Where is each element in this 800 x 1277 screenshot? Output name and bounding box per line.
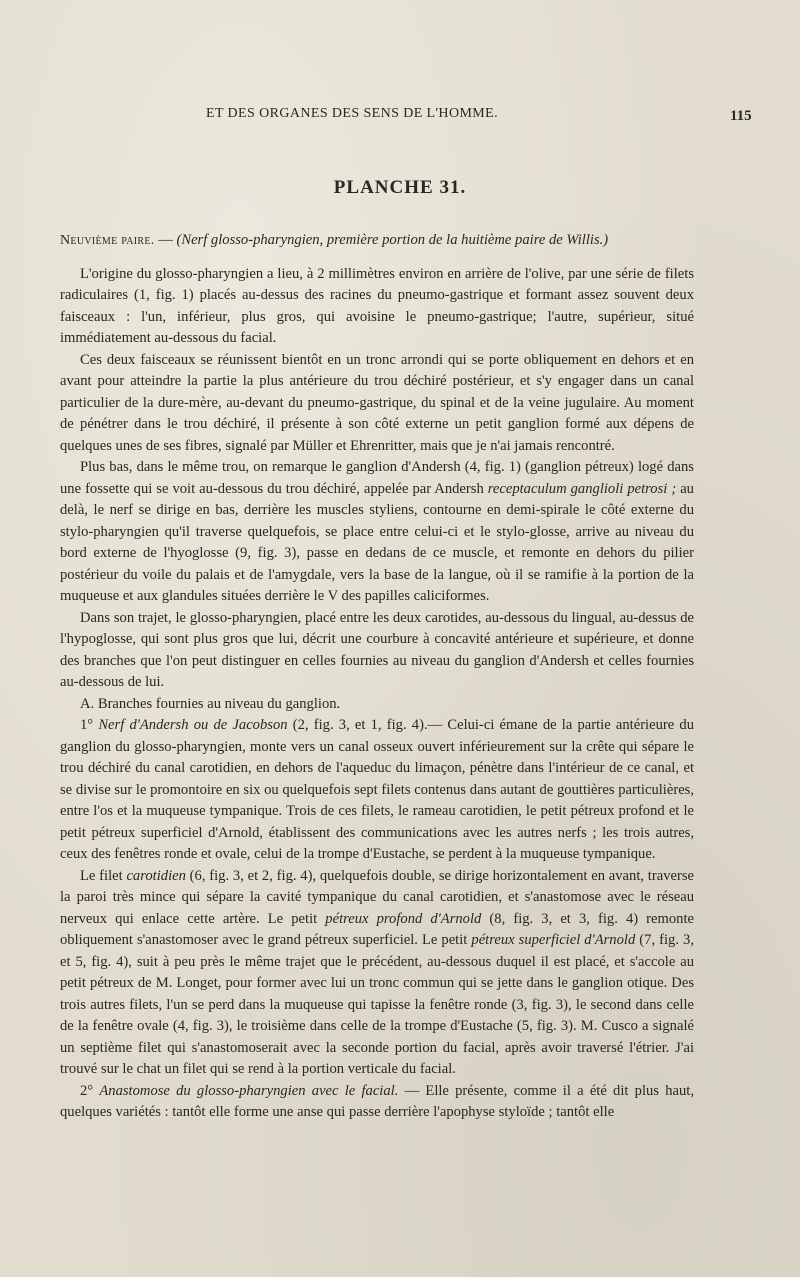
paragraph-anastomose-facial: 2° Anastomose du glosso-pharyngien avec le facial. — Elle présente, comme il a été dit plus haut, quelques variétés : tantôt elle forme une anse qui passe derrière l'apophyse styloïde ; tantôt elle bbox=[60, 1082, 694, 1120]
body-text bbox=[60, 230, 694, 1124]
paragraph-origin: L'origine du glosso-pharyngien a lieu, à 2 millimètres environ en arrière de l'olive, par une série de filets radiculaires (1, fig. 1) placés au-dessus des racines du pneumo-gastrique et formant assez souvent deux faisceaux : l'un, inférieur, plus gros, qui avoisine le pneumo-gastrique; l'autre, supérieur, situé immédiatement au-dessous du facial. bbox=[60, 265, 694, 346]
section-label: Neuvième paire. bbox=[60, 233, 155, 248]
plate-title: PLANCHE 31. bbox=[333, 177, 467, 198]
section-lead bbox=[60, 230, 694, 252]
paragraph-filet-carotidien: Le filet carotidien (6, fig. 3, et 2, fig. 4), quelquefois double, se dirige horizontalement en avant, traverse la paroi très mince qui sépare la cavité tympanique du canal carotidien, et s'anastomose avec le réseau nerveux qui enlace cette artère. Le petit pétreux profond d'Arnold (8, fig. 3, et 3, fig. 4) remonte obliquement s'anastomoser avec le grand pétreux superficiel. Le petit pétreux superficiel d'Arnold (7, fig. 3, et 5, fig. 4), suit à peu près le même trajet que le précédent, au-dessous duquel il est placé, et s'accole au petit pétreux de M. Longet, pour former avec lui un tronc commun qui se jette dans le ganglion otique. Des trois autres filets, l'un se perd dans la muqueuse qui tapisse la fenêtre ronde (3, fig. 3), le second dans celle de la fenêtre ovale (4, fig. 3), le troisième dans celle de la trompe d'Eustache (5, fig. 3). M. Cusco a signalé un septième filet qui s'anastomoserait avec la seconde portion du facial, après avoir traversé l'étrier. J'ai trouvé sur le chat un filet qui se rend à la portion verticale du facial. bbox=[60, 867, 695, 1077]
section-dash: — bbox=[154, 232, 177, 248]
running-head bbox=[0, 104, 800, 128]
page-number: 115 bbox=[730, 108, 752, 124]
section-subtitle: (Nerf glosso-pharyngien, première portion de la huitième paire de Willis.) bbox=[176, 232, 609, 248]
paragraph-nerf-jacobson: 1° Nerf d'Andersh ou de Jacobson (2, fig. 3, et 1, fig. 4).— Celui-ci émane de la partie antérieure du ganglion du glosso-pharyngien, monte vers un canal osseux ouvert inférieurement sur la crête qui sépare le trou déchiré du canal carotidien, en dehors de l'aqueduc du limaçon, pénètre dans l'intérieur de ce canal, et se divise sur le promontoire en six ou quelquefois sept filets contenus dans autant de gouttières particulières, entre l'os et la muqueuse tympanique. Trois de ces filets, le rameau carotidien, le petit pétreux profond et le petit pétreux superficiel d'Arnold, établissent des communications avec les autres nerfs ; les trois autres, ceux des fenêtres ronde et ovale, celui de la trompe d'Eustache, se perdent à la muqueuse tympanique. bbox=[60, 717, 695, 862]
running-title: ET DES ORGANES DES SENS DE L'HOMME. bbox=[206, 106, 499, 121]
paragraph-ganglion-andersh: Plus bas, dans le même trou, on remarque le ganglion d'Andersh (4, fig. 1) (ganglion pétreux) logé dans une fossette qui se voit au-dessous du trou déchiré, appelée par Andersh receptaculum ganglioli petrosi ; au delà, le nerf se dirige en bas, derrière les muscles styliens, contourne en demi-spirale le côté externe du stylo-pharyngien qu'il traverse quelquefois, se place entre celui-ci et le stylo-glosse, arrive au niveau du bord externe de l'hyoglosse (9, fig. 3), passe en dedans de ce muscle, et remonte en dehors du pilier postérieur du voile du palais et de l'amygdale, vers la base de la langue, où il se ramifie à la portion de la muqueuse et aux glandules situées derrière le V des papilles caliciformes. bbox=[60, 459, 694, 604]
paragraph-branches-heading: A. Branches fournies au niveau du ganglion. bbox=[80, 695, 341, 712]
paragraph-trajet: Dans son trajet, le glosso-pharyngien, placé entre les deux carotides, au-dessous du lingual, au-dessus de l'hypoglosse, qui sont plus gros que lui, décrit une courbure à concavité antérieure et supérieure, et donne des branches que l'on peut distinguer en celles fournies au niveau du ganglion d'Andersh et celles fournies au-dessous de lui. bbox=[60, 609, 694, 690]
paragraph-faisceaux: Ces deux faisceaux se réunissent bientôt en un tronc arrondi qui se porte obliquement en dehors et en avant pour atteindre la partie la plus antérieure du trou déchiré postérieur, et s'y engager dans un canal particulier de la dure-mère, au-devant du pneumo-gastrique, du spinal et de la veine jugulaire. Au moment de pénétrer dans le trou déchiré, il présente à son côté externe un petit ganglion formé aux dépens de quelques unes de ses fibres, signalé par Müller et Ehrenritter, mais que je n'ai jamais rencontré. bbox=[60, 351, 694, 454]
